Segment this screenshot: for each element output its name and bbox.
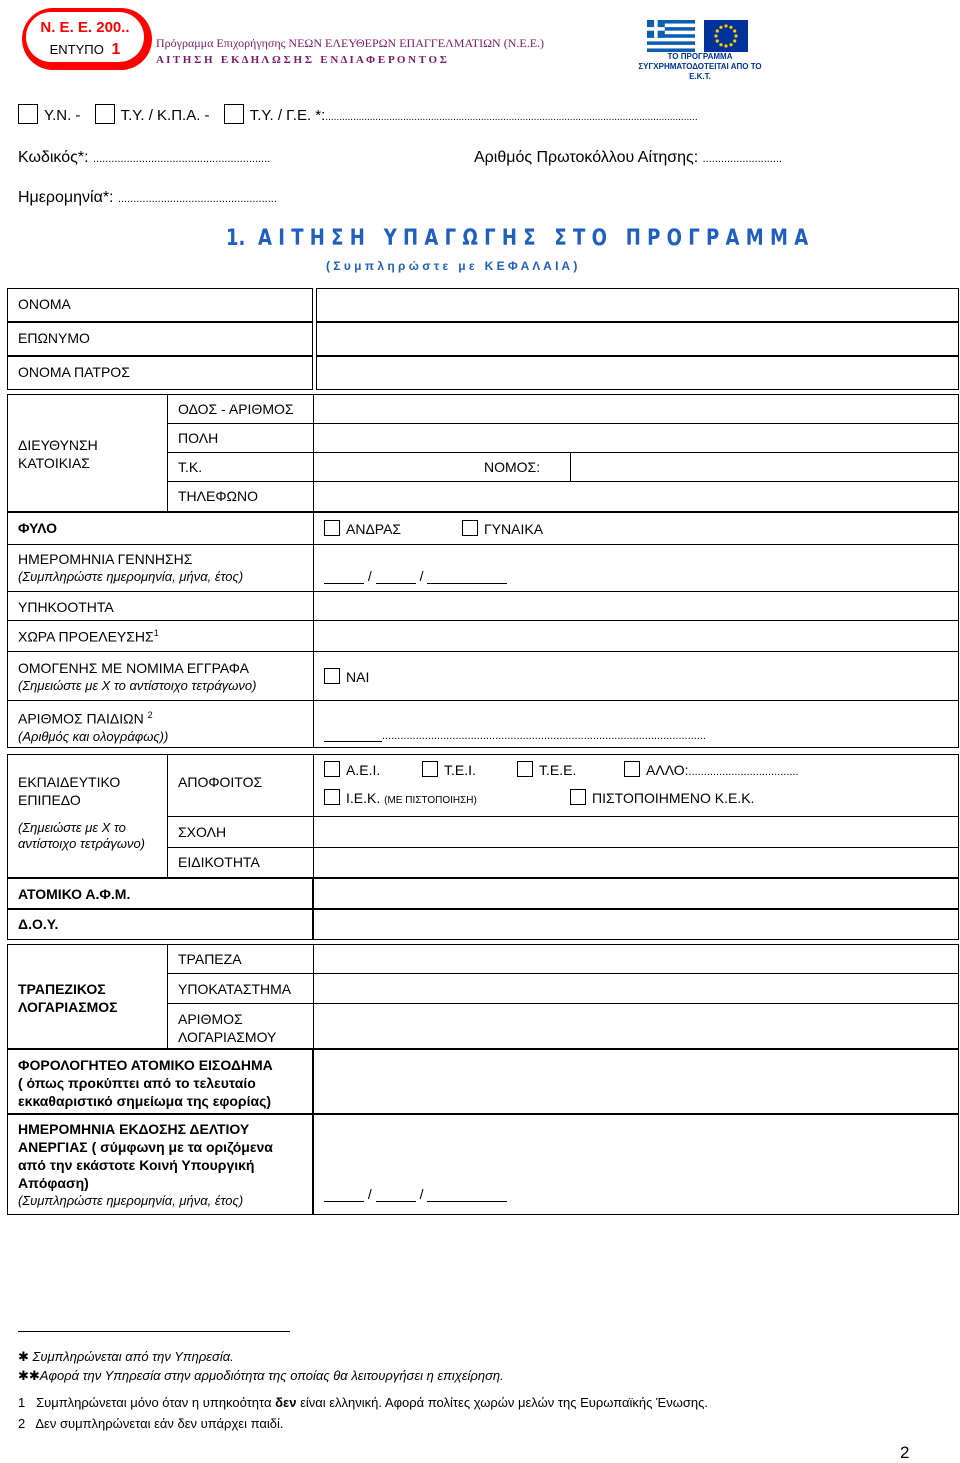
education-hint: (Σημειώστε με Χ το αντίστοιχο τετράγωνο) [18,820,145,851]
name-input[interactable] [316,288,959,322]
edu-aei: Α.Ε.Ι. [324,761,380,778]
page-subtitle: ( Σ υ μ π λ η ρ ώ σ τ ε μ ε Κ Ε Φ Α Λ Α Ι Α ) [326,259,578,273]
origin-label: ΧΩΡΑ ΠΡΟΕΛΕΥΣΗΣ$^1$ [18,628,159,645]
page-title: 1. Α Ι Τ Η Σ Η Υ Π Α Γ Ω Γ Η Σ Σ Τ Ο Π Ρ Ο Γ Ρ Α Μ Μ Α [226,226,809,251]
birth-date-input[interactable]: / / [324,568,507,584]
eu-caption: ΤΟ ΠΡΟΓΡΑΜΜΑ ΣΥΓΧΡΗΜΑΤΟΔΟΤΕΙΤΑΙ ΑΠΟ ΤΟ Ε.Κ.Τ. [638,52,762,81]
specialty-label: ΕΙΔΙΚΟΤΗΤΑ [178,854,260,870]
doy-input[interactable] [313,909,959,940]
citizenship-input[interactable] [314,592,958,620]
edu-tei: Τ.Ε.Ι. [422,761,476,778]
name-label: ΟΝΟΜΑ [18,296,71,312]
aei-checkbox[interactable] [324,761,340,777]
citizenship-label: ΥΠΗΚΟΟΤΗΤΑ [18,599,114,615]
male-checkbox[interactable] [324,520,340,536]
female-checkbox[interactable] [462,520,478,536]
edu-tee: Τ.Ε.Ε. [517,761,576,778]
code-field: Κωδικός*: .......................................................... [18,149,271,166]
surname-input[interactable] [316,322,959,356]
branch-label: ΥΠΟΚΑΤΑΣΤΗΜΑ [178,981,292,997]
asterisk-icon: ✱ [18,1349,29,1364]
protocol-field: Αριθμός Πρωτοκόλλου Αίτησης: .......................... [474,149,783,166]
office-ty-ge-checkbox[interactable] [224,104,244,124]
zip-label: Τ.Κ. [178,459,203,475]
income-label: ΦΟΡΟΛΟΓΗΤΕΟ ΑΤΟΜΙΚΟ ΕΙΣΟΔΗΜΑ ( όπως προκύπτει από το τελευταίο εκκαθαριστικό σημείωμα της εφορίας) [18,1057,273,1109]
form-badge [22,8,152,70]
father-label: ΟΝΟΜΑ ΠΑΤΡΟΣ [18,364,130,380]
account-number-input[interactable] [314,1004,958,1048]
page-number: 2 [900,1443,910,1462]
edu-iek: Ι.Ε.Κ. (ΜΕ ΠΙΣΤΟΠΟΙΗΣΗ) [324,789,477,806]
gender-female: ΓΥΝΑΙΚΑ [462,520,543,537]
tee-checkbox[interactable] [517,761,533,777]
zip-input[interactable] [314,453,474,481]
omogenis-label: ΟΜΟΓΕΝΗΣ ΜΕ ΝΟΜΙΜΑ ΕΓΓΡΑΦΑ (Σημειώστε με Χ το αντίστοιχο τετράγωνο) [18,660,257,693]
income-input[interactable] [313,1049,959,1114]
footnote-1: 1 Συμπληρώνεται μόνο όταν η υπηκοότητα δεν είναι ελληνική. Αφορά πολίτες χωρών μελών της Ευρωπαϊκής Ένωσης. [18,1395,709,1410]
street-input[interactable] [314,395,958,423]
specialty-input[interactable] [314,848,958,877]
phone-input[interactable] [314,482,958,511]
footnote-separator [18,1331,290,1332]
city-label: ΠΟΛΗ [178,430,219,446]
gender-male: ΑΝΔΡΑΣ [324,520,401,537]
city-input[interactable] [314,424,958,452]
program-title: Πρόγραμμα Επιχορήγησης ΝΕΩΝ ΕΛΕΥΘΕΡΩΝ ΕΠΑΓΓΕΛΜΑΤΙΩΝ (Ν.Ε.Ε.) [156,36,545,50]
address-label: ΔΙΕΥΘΥΝΣΗ ΚΑΤΟΙΚΙΑΣ [18,437,98,471]
prefecture-input[interactable] [571,453,958,481]
unemployment-date-input[interactable]: / / [324,1186,507,1202]
graduate-label: ΑΠΟΦΟΙΤΟΣ [178,774,263,790]
children-input[interactable]: .......................................................................................................... [324,726,706,742]
doy-label: Δ.Ο.Υ. [18,916,59,932]
footnote-star2: ✱✱Αφορά την Υπηρεσία στην αρμοδιότητα της οποίας θα λειτουργήσει η επιχείρηση. [18,1368,504,1383]
footnote-2: 2 Δεν συμπληρώνεται εάν δεν υπάρχει παιδί. [18,1416,284,1431]
greek-flag-icon [646,20,696,52]
gender-label: ΦΥΛΟ [18,520,58,536]
edu-other: ΑΛΛΟ:.................................... [624,761,799,778]
birth-label: ΗΜΕΡΟΜΗΝΙΑ ΓΕΝΝΗΣΗΣ (Συμπληρώστε ημερομηνία, μήνα, έτος) [18,551,244,584]
program-subtitle: Α Ι Τ Η Σ Η Ε Κ Δ Η Λ Ω Σ Η Σ Ε Ν Δ Ι Α Φ Ε Ρ Ο Ν Τ Ο Σ [156,54,448,66]
office-options: Υ.Ν. - Τ.Υ. / Κ.Π.Α. - Τ.Υ. / Γ.Ε. *:...................................................................................................................................... [18,104,698,124]
education-label: ΕΚΠΑΙΔΕΥΤΙΚΟ ΕΠΙΠΕΔΟ [18,774,121,808]
yes-checkbox[interactable] [324,668,340,684]
unemployment-label: ΗΜΕΡΟΜΗΝΙΑ ΕΚΔΟΣΗΣ ΔΕΛΤΙΟΥ ΑΝΕΡΓΙΑΣ ( σύμφωνη με τα οριζόμενα από την εκάστοτε Κοινή Υπουργική Απόφαση) (Συμπληρώστε ημερομηνία, μήνα, έτος) [18,1121,273,1208]
afm-input[interactable] [313,878,959,909]
bank-label: ΤΡΑΠΕΖΑ [178,951,242,967]
branch-input[interactable] [314,974,958,1003]
other-checkbox[interactable] [624,761,640,777]
account-number-label: ΑΡΙΘΜΟΣ ΛΟΓΑΡΙΑΣΜΟΥ [178,1011,277,1045]
badge-code: Ν. Ε. Ε. 200.. [40,19,130,36]
afm-label: ΑΤΟΜΙΚΟ Α.Φ.Μ. [18,886,131,902]
school-input[interactable] [314,817,958,847]
street-label: ΟΔΟΣ - ΑΡΙΘΜΟΣ [178,401,294,417]
children-label: ΑΡΙΘΜΟΣ ΠΑΙΔΙΩΝ $^2$ (Αριθμός και ολογράφως)) [18,710,169,744]
bank-input[interactable] [314,945,958,973]
omogenis-yes: ΝΑΙ [324,668,369,685]
double-asterisk-icon: ✱✱ [18,1368,40,1383]
date-field: Ημερομηνία*: .................................................... [18,189,277,206]
prefecture-label: ΝΟΜΟΣ: [484,459,541,475]
kek-checkbox[interactable] [570,789,586,805]
surname-label: ΕΠΩΝΥΜΟ [18,330,90,346]
father-input[interactable] [316,356,959,390]
bank-account-label: ΤΡΑΠΕΖΙΚΟΣ ΛΟΓΑΡΙΑΣΜΟΣ [18,981,118,1015]
edu-kek: ΠΙΣΤΟΠΟΙΗΜΕΝΟ Κ.Ε.Κ. [570,789,754,806]
phone-label: ΤΗΛΕΦΩΝΟ [178,488,258,504]
iek-checkbox[interactable] [324,789,340,805]
eu-flag-icon [704,20,748,52]
footnote-star1: ✱ Συμπληρώνεται από την Υπηρεσία. [18,1349,234,1364]
tei-checkbox[interactable] [422,761,438,777]
origin-input[interactable] [314,621,958,651]
badge-form: ΕΝΤΥΠΟ 1 [49,41,121,58]
office-ty-kpa-checkbox[interactable] [95,104,115,124]
school-label: ΣΧΟΛΗ [178,824,227,840]
office-un-checkbox[interactable] [18,104,38,124]
